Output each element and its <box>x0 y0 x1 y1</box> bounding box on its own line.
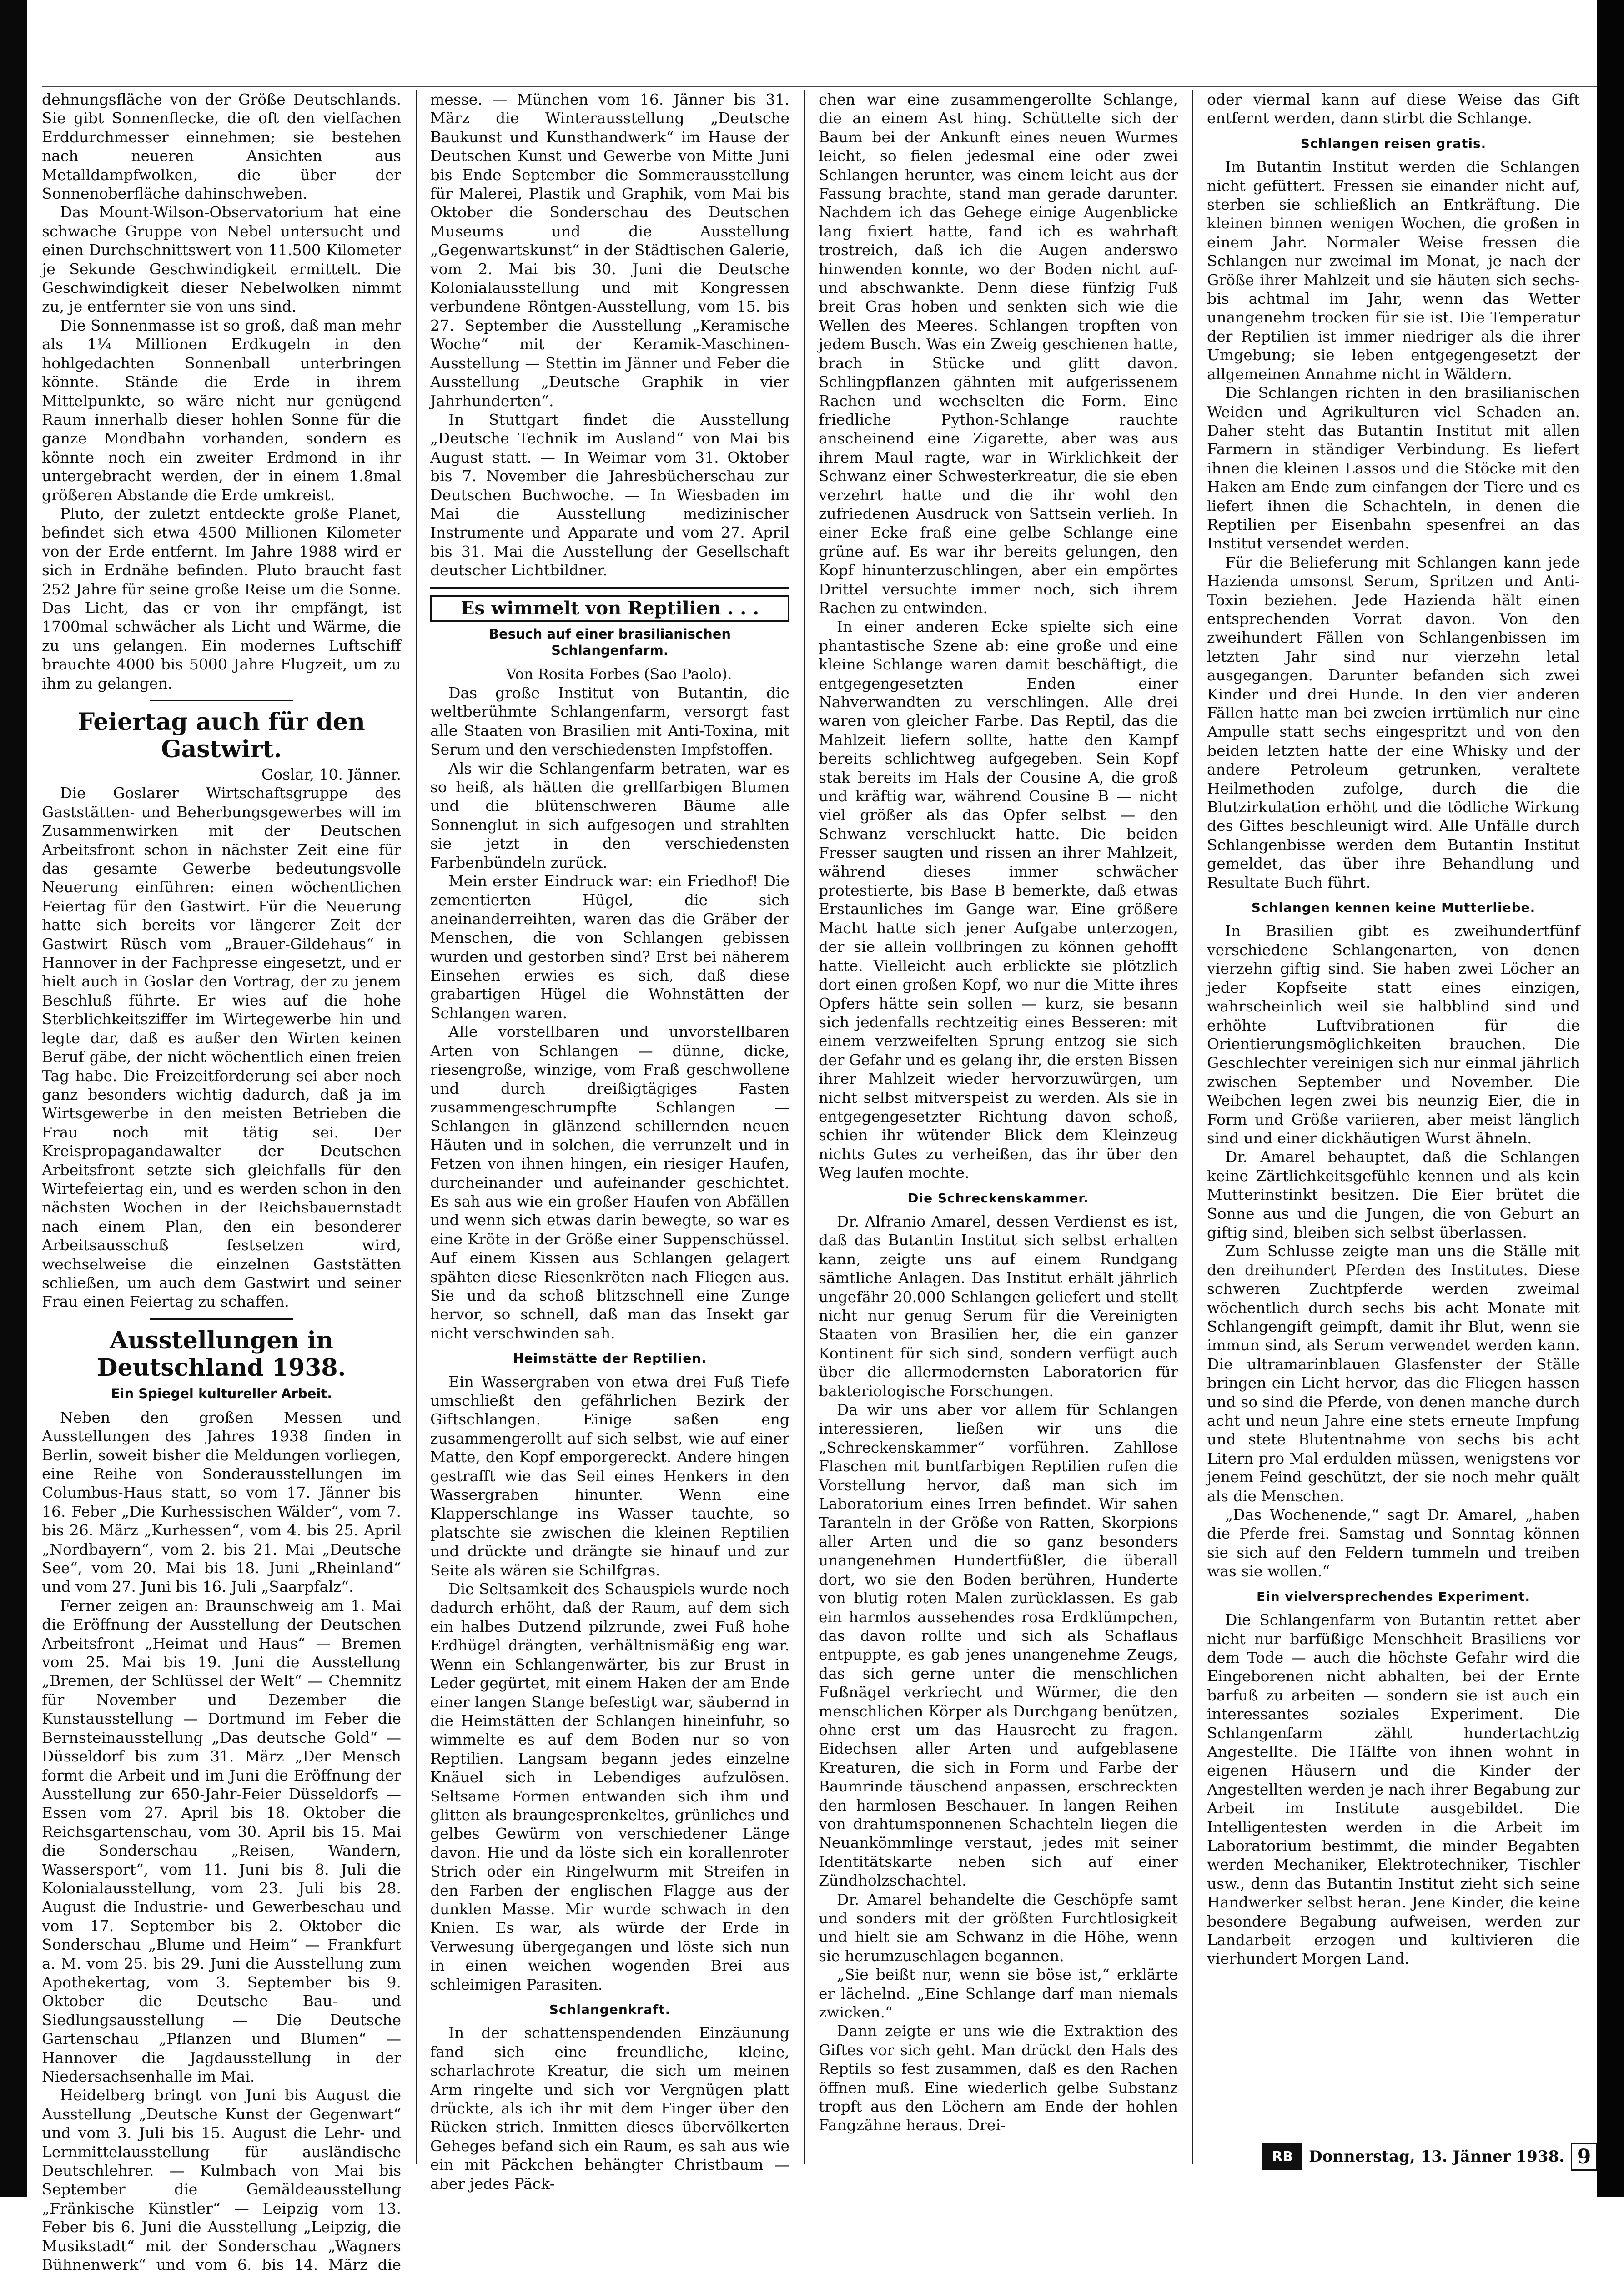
paragraph: Das Mount-Wilson-Observatorium hat eine schwache Gruppe von Nebel untersucht und einen Durchschnittswert von 11.500 Kilometer je Sekunde Geschwindigkeit ermittelt. Die Geschwindigkeit dieser Nebelwolken nimmt zu, je entfernter sie von uns sind. <box>42 203 401 316</box>
scan-left-edge <box>0 0 27 2197</box>
paragraph: Da wir uns aber vor allem für Schlangen interessieren, ließen wir uns die „Schreckenskammer“ vorführen. Zahllose Flaschen mit buntfarbigen Reptilien rufen die Vorstellung hervor, daß man sich im Laboratorium eines Irren befindet. Wir sahen Taranteln in der Größe von Ratten, Skorpions aller Arten und die so ganz besonders unangenehmen Hundertfüßler, die überall dort, wo sie den Boden berühren, Hunderte von blutig roten Malen zurücklassen. Es gab ein harmlos aussehendes rosa Erdklümpchen, das davon rollte und sich als Schaflaus entpuppte, es gab jenes unangenehme Zeugs, das sich gerne unter die menschlichen Fußnägel verkriecht und Würmer, die den menschlichen Körper als Durchgang benützen, ohne erst um das Hausrecht zu fragen. Eidechsen aller Arten und aufgeblasene Kreaturen, die sich in Form und Farbe der Baumrinde täuschend anpassen, erschreckten den harmlosen Beschauer. In langen Reihen von drahtumsponnenen Schachteln liegen die Neuankömmlinge verstaut, jedes mit seiner Identitätskarte neben sich auf einer Zündholzschachtel. <box>819 1401 1178 1890</box>
paragraph: Die Seltsamkeit des Schauspiels wurde noch dadurch erhöht, daß der Raum, auf dem sich ein halbes Dutzend pilzrunde, zwei Fuß hohe Erdhügel drängten, verhältnismäßig eng war. Wenn ein Schlangenwärter, bis zur Brust in Leder gegürtet, mit einem Haken der am Ende einer langen Stange befestigt war, säubernd in die Heimstätten der Schlangen hineinfuhr, so wimmelte es auf dem Boden nur so von Reptilien. Langsam begann jedes einzelne Knäuel sich in Lebendiges aufzulösen. Seltsame Formen entwanden sich ihm und glitten als braungesprenkeltes, grünliches und gelbes Gewürm von verschiedener Länge davon. Hie und da löste sich ein korallenroter Strich oder ein Ringelwurm mit Streifen in den Farben der englischen Flagge aus der dunklen Masse. Mir wurde schwach in den Knien. Es war, als würde der Erde in Verwesung übergegangen und löste sich nun in einen weichen wogenden Brei aus schleimigen Parasiten. <box>430 1580 789 1993</box>
column-3 <box>819 90 1178 2164</box>
headline-reptilien: Es wimmelt von Reptilien . . . <box>430 595 789 622</box>
column-4 <box>1207 90 1580 2128</box>
page-number: 9 <box>1571 2143 1597 2171</box>
paragraph: Im Butantin Institut werden die Schlangen nicht gefüttert. Fressen sie einander nicht auf, sterben sie schließlich an Entkräftung. Die kleinen binnen wenigen Wochen, die großen in einem Jahr. Normaler Weise fressen die Schlangen nur zweimal im Monat, je nach der Größe ihrer Mahlzeit und sie häuten sich sechs- bis achtmal im Jahr, wenn das Wetter unangenehm trocken für sie ist. Die Temperatur der Reptilien ist immer niedriger als die ihrer Umgebung; sie leben entgegengesetzt der allgemeinen Annahme nicht in Wäldern. <box>1207 158 1580 383</box>
paragraph: Für die Belieferung mit Schlangen kann jede Hazienda umsonst Serum, Spritzen und Anti-Toxin beziehen. Jede Hazienda hält einen entsprechenden Vorrat davon. Von den zweihundert Fällen von Schlangenbissen im letzten Jahr sind nur vierzehn letal ausgegangen. Darunter befanden sich zwei Kinder und drei Hunde. In den vier anderen Fällen hatte man bei zweien irrtümlich nur eine Ampulle statt sechs eingespritzt und von den beiden letzten hatte der eine Whisky und der andere Petroleum getrunken, veraltete Heilmethoden zufolge, durch die die Blutzirkulation erhöht und die tödliche Wirkung des Giftes beschleunigt wird. Alle Unfälle durch Schlangenbisse werden dem Butantin Institut gemeldet, das über ihre Behandlung und Resultate Buch führt. <box>1207 553 1580 891</box>
headline-feiertag: Feiertag auch für den Gastwirt. <box>78 708 365 763</box>
column-rule <box>804 90 805 2164</box>
paragraph: dehnungsfläche von der Größe Deutschlands. Sie gibt Sonnenflecke, die oft den vielfachen Erddurchmesser einnehmen; sie bestehen nach neueren Ansichten aus Metalldampfwolken, die über der Sonnenoberfläche dahinschweben. <box>42 91 401 203</box>
paragraph: In einer anderen Ecke spielte sich eine phantastische Szene ab: eine große und eine kleine Schlange waren damit beschäftigt, die entgegengesetzten Enden einer Nahverwandten zu verschlingen. Alle drei waren von gleicher Farbe. Das Reptil, das die Mahlzeit liefern sollte, hatte den Kampf bereits schlichtweg aufgegeben. Sein Kopf stak bereits im Hals der Cousine A, die groß und kräftig war, während Cousine B — nicht viel größer als das Opfer selbst — den Schwanz verschluckt hatte. Die beiden Fresser saugten und rissen an ihrer Mahlzeit, während dieses immer schwächer protestierte, bis Base B bemerkte, daß etwas Erstaunliches im Gange war. Eine größere Macht hatte sich jener Aufgabe unterzogen, der sie allein vollbringen zu können gehofft hatte. Vielleicht auch erblickte sie plötzlich dort einen großen Kopf, wo nur die Mitte ihres Opfers hätte sein sollen — kurz, sie besann sich jedenfalls rechtzeitig eines Besseren: mit einem verzweifelten Sprung entzog sie sich der Gefahr und es gelang ihr, die ersten Bissen ihrer Mahlzeit wieder hervorzuwürgen, um nicht selbst mitverspeist zu werden. Als sie in entgegengesetzter Richtung davon schoß, schien ihr wütender Blick dem Kleinzeug nichts Gutes zu verheißen, das ihr über den Weg laufen mochte. <box>819 618 1178 1182</box>
paragraph: Heidelberg bringt von Juni bis August die Ausstellung „Deutsche Kunst der Gegenwart“ und vom 3. Juli bis 15. August die Lehr- und Lernmittelausstellung für ausländische Deutschlehrer. — Kulmbach von Mai bis September die Gemäldeausstellung „Fränkische Künstler“ — Leipzig vom 13. Feber bis 6. Juni die Ausstellung „Leipzig, die Musikstadt“ mit der Sonderschau „Wagners Bühnenwerk“ und vom 6. bis 14. März die <box>42 2086 401 2274</box>
paragraph: Alle vorstellbaren und unvorstellbaren Arten von Schlangen — dünne, dicke, riesengroße, winzige, vom Fraß geschwollene und durch dreißigtägiges Fasten zusammengeschrumpfte Schlangen — Schlangen in glänzend schillernden neuen Häuten und in solchen, die verrunzelt und in Fetzen von ihnen hingen, ein riesiger Haufen, durcheinander und aufeinander geschichtet. Es sah aus wie ein großer Haufen von Abfällen und wenn sich etwas darin bewegte, so war es eine Kröte in der Größe einer Suppenschüssel. Auf einem Kissen aus Schlangen gelagert spähten diese Riesenkröten nach Fliegen aus. Sie und da schoß blitzschnell eine Zunge hervor, so schnell, daß man das Insekt gar nicht verschwinden sah. <box>430 1023 789 1342</box>
section-heading: Die Schreckenskammer. <box>908 1190 1089 1206</box>
paragraph: Als wir die Schlangenfarm betraten, war es so heiß, als hätten die grellfarbigen Blumen und die blütenschweren Bäume alle Sonnenglut in sich aufgesogen und strahlten sie jetzt in den verschiedensten Farbenbündeln zurück. <box>430 759 789 871</box>
paragraph: Dr. Alfranio Amarel, dessen Verdienst es ist, daß das Butantin Institut sich selbst erhalten kann, zeigte uns auf einem Rundgang sämtliche Anlagen. Das Institut erhält jährlich ungefähr 20.000 Schlangen geliefert und stellt nicht nur genug Serum für die Vereinigten Staaten von Brasilien her, die ein ganzer Kontinent für sich sind, sondern verfügt auch über die allermodernsten Laboratorien für bakteriologische Forschungen. <box>819 1212 1178 1400</box>
column-rule <box>1192 90 1193 2164</box>
paragraph: Dr. Amarel behandelte die Geschöpfe samt und sonders mit der größten Furchtlosigkeit und hielt sie am Schwanz in die Höhe, wenn sie herumzuschlagen begannen. <box>819 1890 1178 1965</box>
divider <box>150 700 293 701</box>
column-rule <box>416 90 417 2164</box>
page-footer <box>1229 2143 1597 2170</box>
paragraph: Die Goslarer Wirtschaftsgruppe des Gaststätten- und Beherbungsgewerbes will im Zusammenwirken mit der Deutschen Arbeitsfront schon in nächster Zeit eine für das gesamte Gewerbe bedeutungsvolle Neuerung einführen: einen wöchentlichen Feiertag für den Gastwirt. Für die Neuerung hatte sich bereits vor längerer Zeit der Gastwirt Rüsch vom „Brauer-Gildehaus“ in Hannover in der Fachpresse eingesetzt, und er hielt auch in Goslar den Vortrag, der zu jenem Beschluß führte. Er wies auf die hohe Sterblichkeitsziffer im Wirtegewerbe hin und legte dar, daß es außer den Wirten keinen Beruf gäbe, der nicht wöchentlich einen freien Tag habe. Die Freizeitforderung sei aber noch ganz besonders wichtig dadurch, daß ja im Wirtsgewerbe in den meisten Betrieben die Frau noch mit tätig sei. Der Kreispropagandawalter der Deutschen Arbeitsfront setzte sich gleichfalls für den Wirtefeiertag ein, und es werden schon in den nächsten Wochen in der Reichsbauernstadt nach einem Plan, den ein besonderer Arbeitsausschuß festsetzen wird, wechselweise die einzelnen Gaststätten schließen, um auch dem Gastwirt und seiner Frau einen Feiertag zu schaffen. <box>42 784 401 1311</box>
column-1 <box>42 90 401 2274</box>
paragraph: messe. — München vom 16. Jänner bis 31. März die Winterausstellung „Deutsche Baukunst und Kunsthandwerk“ im Hause der Deutschen Kunst und Gewerbe von Mitte Juni bis Ende September die Sommerausstellung für Malerei, Plastik und Graphik, vom Mai bis Oktober die Sonderschau des Deutschen Museums und die Ausstellung „Gegenwartskunst“ in der Städtischen Galerie, vom 2. Mai bis 30. Juni die Deutsche Kolonialausstellung und mit Kongressen verbundene Röntgen-Ausstellung, vom 15. bis 27. September die Ausstellung „Keramische Woche“ mit der Keramik-Maschinen-Ausstellung — Stettin im Jänner und Feber die Ausstellung „Deutsche Graphik in vier Jahrhunderten“. <box>430 91 789 410</box>
paragraph: Zum Schlusse zeigte man uns die Ställe mit den dreihundert Pferden des Institutes. Diese schweren Zuchtpferde werden zweimal wöchentlich durch sechs bis acht Monate mit Schlangengift geimpft, damit ihr Blut, wenn sie immun sind, als Serum verwendet werden kann. Die ultramarinblauen Glasfenster der Ställe bringen ein Licht hervor, das die Fliegen hassen und so sind die Pferde, von denen manche durch acht und neun Jahre eine stets erneute Impfung und stete Blutentnahme von sechs bis acht Litern pro Mal erdulden müssen, wenigstens vor jenem Feind geschützt, der sie noch mehr quält als die Menschen. <box>1207 1242 1580 1505</box>
paragraph: In der schattenspendenden Einzäunung fand sich eine freundliche, kleine, scharlachrote Kreatur, die sich um meinen Arm ringelte und sich vor Vergnügen platt drückte, als ich ihr mit dem Finger über den Rücken strich. Inmitten dieses übervölkerten Geheges befand sich ein Raum, es sah aus wie ein mit Päckchen behängter Christbaum — aber jedes Päck- <box>430 2024 789 2193</box>
divider <box>430 587 789 589</box>
dateline: Goslar, 10. Jänner. <box>261 765 401 783</box>
paragraph: Die Sonnenmasse ist so groß, daß man mehr als 1¼ Millionen Erdkugeln in den hohlgedachten Sonnenball unterbringen könnte. Stände die Erde in ihrem Mittelpunkte, so wäre nicht nur genügend Raum innerhalb dieser hohlen Sonne für die ganze Mondbahn vorhanden, sondern es könnte noch ein zweiter Erdmond in ihr untergebracht werden, der in einem 1.8mal größeren Abstande die Erde umkreist. <box>42 316 401 504</box>
section-heading: Schlangenkraft. <box>549 2002 671 2017</box>
divider <box>150 1318 293 1320</box>
paragraph: „Das Wochenende,“ sagt Dr. Amarel, „haben die Pferde frei. Samstag und Sonntag können sie sich auf den Feldern tummeln und treiben was sie wollen.“ <box>1207 1506 1580 1580</box>
headline-ausstellungen: Ausstellungen in Deutschland 1938. <box>97 1326 346 1382</box>
paragraph: „Sie beißt nur, wenn sie böse ist,“ erklärte er lächelnd. „Eine Schlange darf man niemals zwicken.“ <box>819 1966 1178 2022</box>
paragraph: Ein Wassergraben von etwa drei Fuß Tiefe umschließt den gefährlichen Bezirk der Giftschlangen. Einige saßen eng zusammengerollt auf sich selbst, wie auf einer Matte, den Kopf emporgereckt. Andere hingen gestrafft wie das Seil eines Henkers in den Wassergraben hinunter. Wenn eine Klapperschlange ins Wasser tauchte, so platschte sie zwischen die kleinen Reptilien und drückte und drängte sie hinauf und zur Seite als wären sie Schilfgras. <box>430 1373 789 1579</box>
paragraph: Mein erster Eindruck war: ein Friedhof! Die zementierten Hügel, die sich aneinanderreihten, waren das die Gräber der Menschen, die von Schlangen gebissen wurden und gestorben sind? Erst bei näherem Einsehen erwies es sich, daß diese grabartigen Hügel die Wohnstätten der Schlangen waren. <box>430 872 789 1022</box>
paragraph: Ferner zeigen an: Braunschweig am 1. Mai die Eröffnung der Ausstellung der Deutschen Arbeitsfront „Heimat und Haus“ — Bremen vom 25. Mai bis 19. Juni die Ausstellung „Bremen, der Schlüssel der Welt“ — Chemnitz für November und Dezember die Kunstausstellung — Dortmund im Feber die Bernsteinausstellung „Das deutsche Gold“ — Düsseldorf bis zum 31. März „Der Mensch formt die Arbeit und im Juni die Eröffnung der Ausstellung zur 650-Jahr-Feier Düsseldorfs — Essen vom 27. April bis 18. Oktober die Reichsgartenschau, vom 30. April bis 15. Mai die Sonderschau „Reisen, Wandern, Wassersport“, vom 11. Juni bis 8. Juli die Kolonialausstellung, vom 23. Juli bis 28. August die Industrie- und Gewerbeschau und vom 17. September bis 2. Oktober die Sonderschau „Blume und Heim“ — Frankfurt a. M. vom 25. bis 29. Juni die Ausstellung zum Apothekertag, vom 3. September bis 9. Oktober die Deutsche Bau- und Siedlungsausstellung — Die Deutsche Gartenschau „Pflanzen und Blumen“ — Hannover die Jagdausstellung in der Niedersachsenhalle im Mai. <box>42 1596 401 2085</box>
section-heading: Heimstätte der Reptilien. <box>513 1351 707 1366</box>
column-2 <box>430 90 789 2193</box>
subheadline: Besuch auf einer brasilianischen Schlangenfarm. <box>488 626 731 658</box>
paragraph: chen war eine zusammengerollte Schlange, die an einem Ast hing. Schüttelte sich der Baum bei der Ankunft eines neuen Wurmes leicht, so fielen jedesmal eine oder zwei Schlangen herunter, was einem leicht aus der Fassung brachte, stand man gerade darunter. Nachdem ich das Gehege einige Augenblicke lang fixiert hatte, fand ich es wahrhaft trostreich, daß ich die Augen anderswo hinwenden konnte, wo der Boden nicht auf- und abschwankte. Denn diese fünfzig Fuß breit Gras hoben und senkten sich wie die Wellen des Meeres. Schlangen tropften von jedem Busch. Was ein Zweig geschienen hatte, brach in Stücke und glitt davon. Schlingpflanzen gähnten mit aufgerissenem Rachen und wechselten die Form. Eine friedliche Python-Schlange rauchte anscheinend eine Zigarette, aber was aus ihrem Maul ragte, war in Wirklichkeit der Schwanz einer Schwesterkreatur, die sie eben verzehrt hatte und die ihr wohl den zufriedenen Ausdruck von Sattsein verlieh. In einer Ecke fraß eine gelbe Schlange eine grüne auf. Es war ihr bereits gelungen, den Kopf hinunterzuschlingen, aber ein empörtes Drittel versuchte immer noch, sich ihrem Rachen zu entwinden. <box>819 91 1178 617</box>
newspaper-page <box>42 90 1597 2274</box>
paragraph: Die Schlangen richten in den brasilianischen Weiden und Agrikulturen viel Schaden an. Daher steht das Butantin Institut mit allen Farmern in ständiger Verbindung. Es liefert ihnen die kleinen Lassos und die Stöcke mit den Haken am Ende zum einfangen der Tiere und es liefert ihnen die Schachteln, in denen die Reptilien per Eisenbahn spesenfrei an das Institut versendet werden. <box>1207 384 1580 553</box>
paragraph: oder viermal kann auf diese Weise das Gift entfernt werden, dann stirbt die Schlange. <box>1207 91 1580 127</box>
paragraph: Dann zeigte er uns wie die Extraktion des Giftes vor sich geht. Man drückt den Hals des Reptils so fest zusammen, daß es den Rachen öffnen muß. Eine wiederlich gelbe Substanz tropft aus den Löchern am Ende der hohlen Fangzähne heraus. Drei- <box>819 2022 1178 2134</box>
section-heading: Schlangen reisen gratis. <box>1300 136 1487 151</box>
footer-date: Donnerstag, 13. Jänner 1938. <box>1309 2148 1564 2166</box>
scan-right-edge <box>1597 0 1624 2197</box>
byline: Von Rosita Forbes (Sao Paolo). <box>506 665 732 683</box>
paragraph: Neben den großen Messen und Ausstellungen des Jahres 1938 finden in Berlin, soweit bisher die Meldungen vorliegen, eine Reihe von Sonderausstellungen im Columbus-Haus statt, so vom 17. Jänner bis 16. Feber „Die Kurhessischen Wälder“, vom 7. bis 26. März „Kurhessen“, vom 4. bis 25. April „Nordbayern“, vom 2. bis 21. Mai „Deutsche See“, vom 20. Mai bis 18. Juni „Rheinland“ und vom 27. Juni bis 16. Juli „Saarpfalz“. <box>42 1408 401 1596</box>
newspaper-logo: RB <box>1262 2143 1302 2170</box>
top-rule <box>42 86 1597 87</box>
paragraph: Das große Institut von Butantin, die weltberühmte Schlangenfarm, versorgt fast alle Staaten von Brasilien mit Anti-Toxina, mit Serum und den verschiedensten Impfstoffen. <box>430 684 789 759</box>
paragraph: Pluto, der zuletzt entdeckte große Planet, befindet sich etwa 4500 Millionen Kilometer von der Erde entfernt. Im Jahre 1988 wird er sich in Erdnähe befinden. Pluto braucht fast 252 Jahre für seine große Reise um die Sonne. Das Licht, das er von ihr empfängt, ist 1700mal schwächer als Licht und Wärme, die zu uns gelangen. Ein modernes Luftschiff brauchte 4000 bis 5000 Jahre Flugzeit, um zu ihm zu gelangen. <box>42 504 401 692</box>
paragraph: Dr. Amarel behauptet, daß die Schlangen keine Zärtlichkeitsgefühle kennen und als kein Mutterinstinkt besitzen. Die Eier brütet die Sonne aus und die Jungen, die von Geburt an giftig sind, bleiben sich selbst überlassen. <box>1207 1148 1580 1241</box>
subheadline: Ein Spiegel kultureller Arbeit. <box>111 1385 332 1401</box>
paragraph: Die Schlangenfarm von Butantin rettet aber nicht nur barfüßige Menschheit Brasiliens vor dem Tode — auch die höchste Gefahr wird die Eingeborenen nicht abhalten, bei der Ernte barfuß zu arbeiten — sondern sie ist auch ein interessantes soziales Experiment. Die Schlangenfarm zählt hundertachtzig Angestellte. Die Hälfte von ihnen wohnt in eigenen Häusern und die Kinder der Angestellten werden je nach ihrer Begabung zur Arbeit im Institute ausgebildet. Die Intelligentesten werden in die Arbeit im Laboratorium bestimmt, die minder Begabten werden Mechaniker, Elektrotechniker, Tischler usw., denn das Butantin Institut zieht sich seine Handwerker selbst heran. Jene Kinder, die keine besondere Begabung aufweisen, werden zur Landarbeit erzogen und kultivieren die vierhundert Morgen Land. <box>1207 1611 1580 1968</box>
paragraph: In Brasilien gibt es zweihundertfünf verschiedene Schlangenarten, von denen vierzehn giftig sind. Sie haben zwei Löcher an jeder Kopfseite statt eines einzigen, wahrscheinlich weil sie halbblind sind und erhöhte Luftvibrationen für die Orientierungsmöglichkeiten brauchen. Die Geschlechter vereinigen sich nur einmal jährlich zwischen September und November. Die Weibchen legen zwei bis neunzig Eier, die in Form und Größe variieren, aber meist länglich sind und einer dickhäutigen Wurst ähneln. <box>1207 922 1580 1147</box>
section-heading: Schlangen kennen keine Mutterliebe. <box>1251 900 1536 916</box>
paragraph: In Stuttgart findet die Ausstellung „Deutsche Technik im Ausland“ von Mai bis August statt. — In Weimar vom 31. Oktober bis 7. November die Jahresbücherschau zur Deutschen Buchwoche. — In Wiesbaden im Mai die Ausstellung medizinischer Instrumente und Apparate und vom 27. April bis 31. Mai die Ausstellung der Gesellschaft deutscher Lichtbildner. <box>430 410 789 579</box>
section-heading: Ein vielversprechendes Experiment. <box>1256 1589 1531 1604</box>
